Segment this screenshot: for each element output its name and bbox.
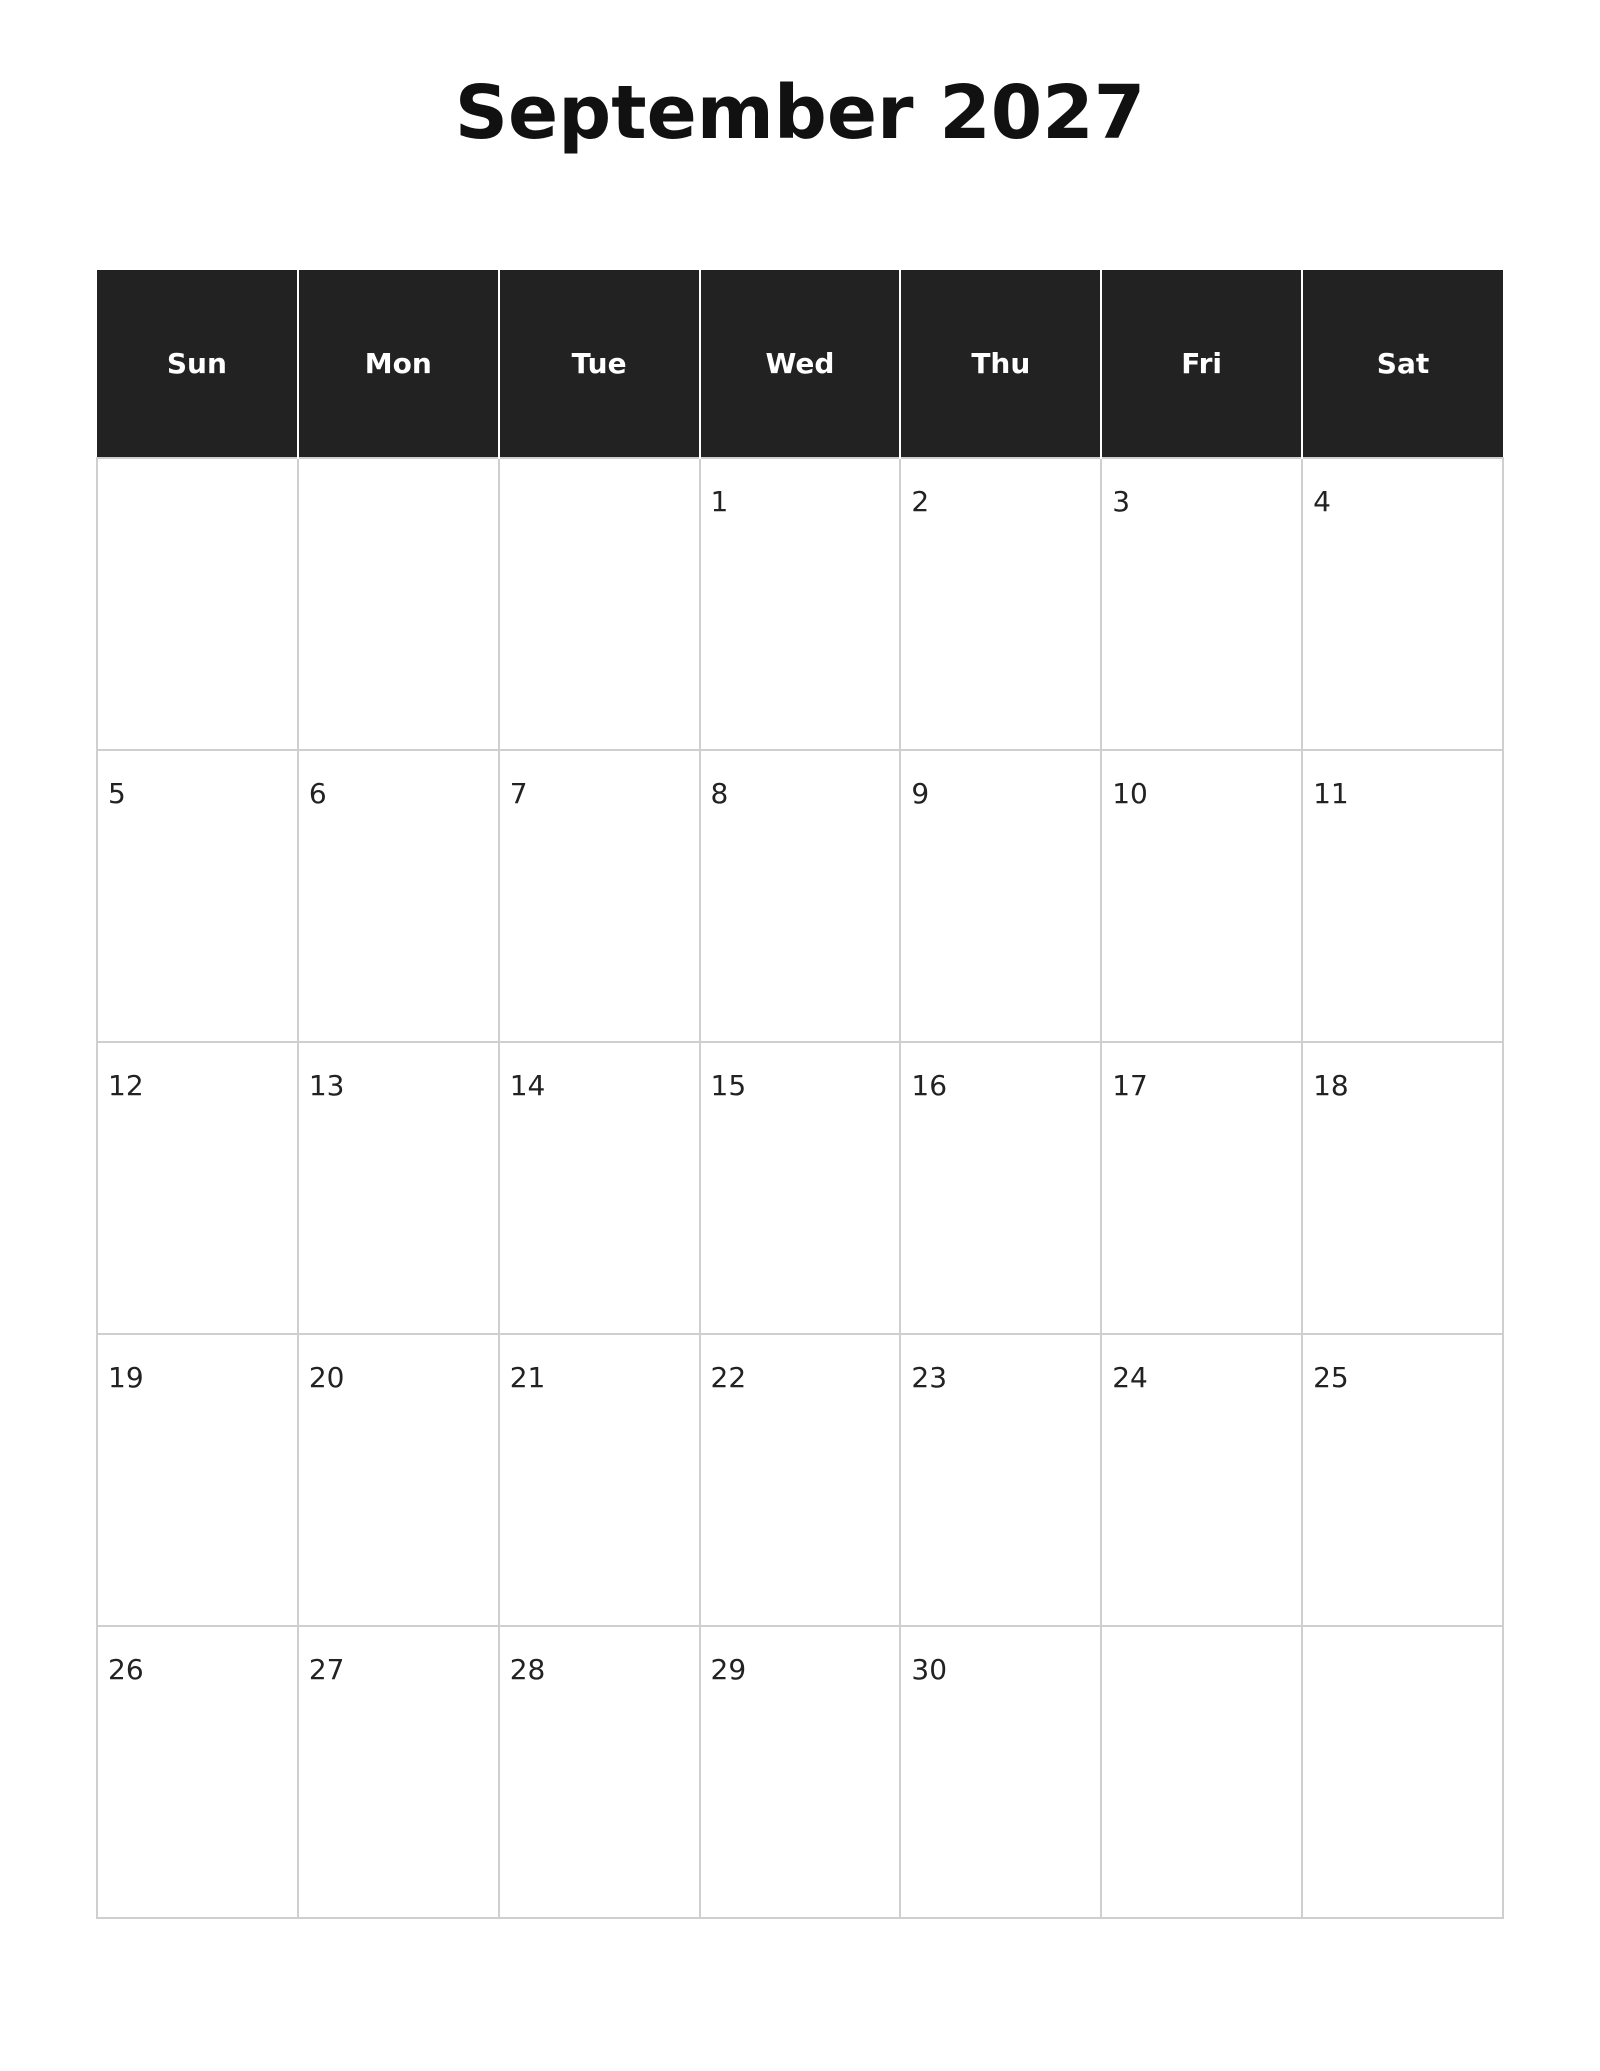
day-number: 17	[1112, 1069, 1148, 1102]
page-title: September 2027	[454, 70, 1146, 156]
weekday-wed: Wed	[700, 270, 901, 458]
day-cell	[1101, 1334, 1302, 1626]
week-row	[97, 1626, 1503, 1918]
weekday-header-row	[97, 270, 1503, 458]
day-number: 19	[108, 1361, 144, 1394]
day-number	[1303, 1627, 1502, 1653]
day-cell	[900, 1626, 1101, 1918]
day-number	[500, 459, 699, 485]
week-row	[97, 1042, 1503, 1334]
day-cell	[700, 458, 901, 750]
day-cell	[97, 1626, 298, 1918]
day-number: 1	[710, 485, 729, 518]
day-number: 20	[308, 1361, 345, 1394]
day-number: 15	[710, 1069, 747, 1102]
day-number	[1102, 1627, 1301, 1653]
day-cell	[499, 750, 700, 1042]
day-cell	[900, 1334, 1101, 1626]
day-cell	[700, 1626, 901, 1918]
day-number: 8	[710, 777, 729, 810]
day-number: 10	[1112, 777, 1148, 810]
day-cell	[700, 1042, 901, 1334]
day-cell	[1101, 458, 1302, 750]
day-number: 3	[1112, 485, 1131, 518]
day-cell	[700, 750, 901, 1042]
day-number: 24	[1112, 1361, 1148, 1394]
day-cell	[1101, 1042, 1302, 1334]
day-cell	[900, 1042, 1101, 1334]
day-cell	[298, 1042, 499, 1334]
day-cell	[499, 1334, 700, 1626]
day-cell	[499, 1042, 700, 1334]
day-number: 2	[911, 485, 930, 518]
day-number: 13	[308, 1069, 345, 1102]
day-number: 14	[509, 1069, 546, 1102]
day-number: 29	[710, 1653, 747, 1686]
day-number	[299, 459, 498, 485]
calendar-grid	[96, 270, 1504, 1919]
day-number: 26	[108, 1653, 144, 1686]
day-number: 6	[308, 777, 327, 810]
day-number: 23	[911, 1361, 948, 1394]
day-cell	[97, 1334, 298, 1626]
day-number: 27	[308, 1653, 345, 1686]
weekday-sun: Sun	[97, 270, 298, 458]
day-cell	[1302, 1626, 1503, 1918]
weekday-fri: Fri	[1101, 270, 1302, 458]
day-cell	[298, 1626, 499, 1918]
day-number	[98, 459, 297, 485]
day-number: 4	[1313, 485, 1331, 518]
day-cell	[1302, 458, 1503, 750]
week-row	[97, 750, 1503, 1042]
weekday-tue: Tue	[499, 270, 700, 458]
week-row	[97, 458, 1503, 750]
day-cell	[900, 458, 1101, 750]
day-cell	[1101, 1626, 1302, 1918]
day-cell	[1101, 750, 1302, 1042]
day-cell	[1302, 1042, 1503, 1334]
day-cell	[97, 458, 298, 750]
day-cell	[499, 458, 700, 750]
day-number: 11	[1313, 777, 1349, 810]
day-number: 9	[911, 777, 930, 810]
day-cell	[298, 1334, 499, 1626]
day-number: 30	[911, 1653, 948, 1686]
day-cell	[900, 750, 1101, 1042]
day-cell	[298, 458, 499, 750]
day-number: 22	[710, 1361, 747, 1394]
day-number: 12	[108, 1069, 144, 1102]
week-row	[97, 1334, 1503, 1626]
day-number: 7	[509, 777, 528, 810]
day-number: 28	[509, 1653, 546, 1686]
weekday-mon: Mon	[298, 270, 499, 458]
day-number: 5	[108, 777, 126, 810]
day-cell	[97, 750, 298, 1042]
day-number: 21	[509, 1361, 546, 1394]
day-cell	[97, 1042, 298, 1334]
day-cell	[1302, 750, 1503, 1042]
day-cell	[1302, 1334, 1503, 1626]
day-number: 16	[911, 1069, 948, 1102]
day-number: 18	[1313, 1069, 1349, 1102]
day-cell	[499, 1626, 700, 1918]
weekday-thu: Thu	[900, 270, 1101, 458]
day-cell	[298, 750, 499, 1042]
day-cell	[700, 1334, 901, 1626]
day-number: 25	[1313, 1361, 1349, 1394]
weekday-sat: Sat	[1302, 270, 1503, 458]
